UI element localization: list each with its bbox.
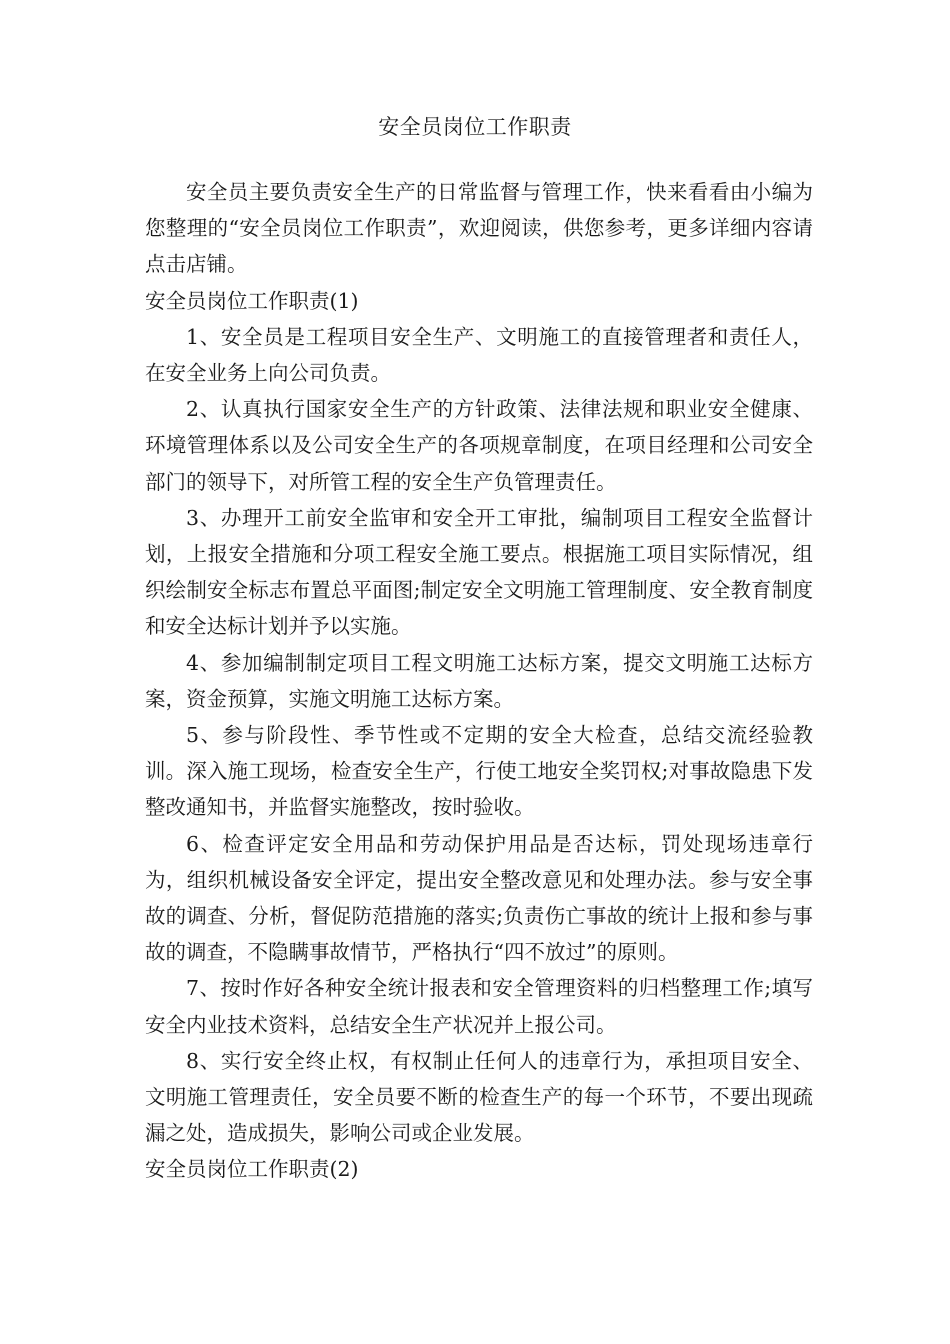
section-heading-2: 安全员岗位工作职责(2) [145, 1157, 359, 1182]
document-title: 安全员岗位工作职责 [378, 115, 572, 139]
duty-item-3: 3、办理开工前安全监审和安全开工审批，编制项目工程安全监督计划，上报安全措施和分项工程安全施工要点。根据施工项目实际情况，组织绘制安全标志布置总平面图;制定安全文明施工管理制度、安全教育制度和安全达标计划并予以实施。 [145, 505, 813, 639]
intro-paragraph: 安全员主要负责安全生产的日常监督与管理工作，快来看看由小编为您整理的“安全员岗位工作职责”，欢迎阅读，供您参考，更多详细内容请点击店铺。 [145, 180, 813, 277]
duty-item-4: 4、参加编制制定项目工程文明施工达标方案，提交文明施工达标方案，资金预算，实施文明施工达标方案。 [145, 650, 813, 711]
section-heading-1: 安全员岗位工作职责(1) [145, 288, 359, 313]
duty-item-2: 2、认真执行国家安全生产的方针政策、法律法规和职业安全健康、环境管理体系以及公司安全生产的各项规章制度，在项目经理和公司安全部门的领导下，对所管工程的安全生产负管理责任。 [145, 397, 813, 494]
duty-item-6: 6、检查评定安全用品和劳动保护用品是否达标，罚处现场违章行为，组织机械设备安全评定，提出安全整改意见和处理办法。参与安全事故的调查、分析，督促防范措施的落实;负责伤亡事故的统计上报和参与事故的调查，不隐瞒事故情节，严格执行“四不放过”的原则。 [145, 831, 813, 965]
duty-item-8: 8、实行安全终止权，有权制止任何人的违章行为，承担项目安全、文明施工管理责任，安全员要不断的检查生产的每一个环节，不要出现疏漏之处，造成损失，影响公司或企业发展。 [145, 1048, 813, 1146]
document-body [145, 174, 813, 1188]
duty-item-1: 1、安全员是工程项目安全生产、文明施工的直接管理者和责任人，在安全业务上向公司负责。 [145, 324, 813, 386]
duty-item-7: 7、按时作好各种安全统计报表和安全管理资料的归档整理工作;填写安全内业技术资料，总结安全生产状况并上报公司。 [145, 976, 813, 1037]
duty-item-5: 5、参与阶段性、季节性或不定期的安全大检查，总结交流经验教训。深入施工现场，检查安全生产，行使工地安全奖罚权;对事故隐患下发整改通知书，并监督实施整改，按时验收。 [145, 723, 813, 820]
